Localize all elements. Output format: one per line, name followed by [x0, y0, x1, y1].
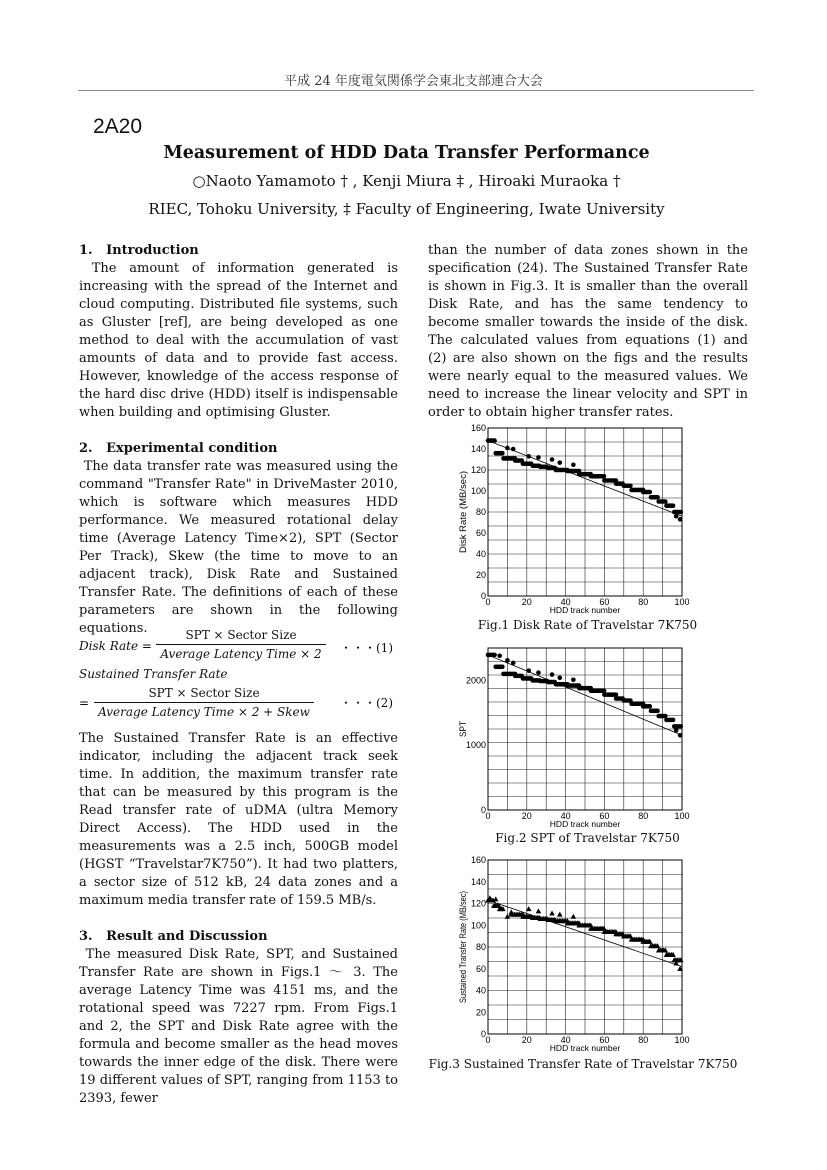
data-point — [549, 910, 555, 915]
x-tick-label: 40 — [560, 811, 571, 821]
data-point — [571, 914, 577, 919]
data-point — [655, 495, 660, 500]
data-point — [674, 728, 679, 733]
data-point — [571, 462, 576, 467]
after-eq-text: The Sustained Transfer Rate is an effective indicator, including the adjacent track seek time. In addition, the maximum transfer rate that can be measured by this program is the Read transfer rate of uDMA (ultra Memory Direct Access). The HDD used in the measurements was a 2.5 inch, 500GB model (HGST “Travelstar7K750”). It had two platters, a sector size of 512 kB, 24 data zones and a maximum media transfer rate of 159.5 MB/s. — [79, 731, 398, 908]
data-point — [602, 474, 607, 479]
x-tick-label: 100 — [674, 597, 690, 607]
x-tick-label: 60 — [599, 1035, 610, 1045]
y-tick-label: 0 — [480, 805, 486, 815]
y-tick-label: 0 — [480, 1029, 486, 1039]
eq2-denominator: Average Latency Time × 2 + Skew — [98, 705, 310, 719]
x-axis-label: HDD track number — [549, 819, 621, 829]
y-tick-label: 140 — [470, 444, 486, 454]
data-point — [500, 664, 505, 669]
x-tick-label: 40 — [560, 1035, 571, 1045]
data-point — [505, 446, 510, 451]
data-point — [497, 653, 502, 658]
data-point — [492, 653, 497, 658]
y-tick-label: 160 — [470, 855, 486, 865]
eq1-denominator: Average Latency Time × 2 — [160, 647, 322, 661]
data-point — [536, 908, 542, 913]
y-tick-label: 140 — [470, 876, 486, 887]
result-text: The measured Disk Rate, SPT, and Sustained Transfer Rate are shown in Figs.1 ～ 3. The average Latency Time was 4151 ms, and the rotational speed was 7227 rpm. From Figs.1 and 2, the SPT and Disk Rate agree with the formula and become smaller as the head moves towards the inner edge of the disk. There were 19 different values of SPT, ranging from 1153 to 2393, fewer — [79, 947, 398, 1106]
x-axis-label: HDD track number — [549, 605, 621, 615]
y-tick-label: 60 — [475, 528, 486, 538]
eq2-equals: = — [79, 696, 90, 710]
x-tick-label: 20 — [521, 811, 532, 821]
data-point — [511, 661, 516, 666]
x-tick-label: 60 — [599, 811, 610, 821]
data-point — [557, 676, 562, 681]
exp-text: The data transfer rate was measured using the command "Transfer Rate" in DriveMaster 2010, which is software which measures HDD performance. We measured rotational delay time (Average Latency Time×2), SPT (Sector Per Track), Skew (the time to move to an adjacent track), Disk Rate and Sustained Transfer Rate. The definitions of each of these parameters are shown in the following equations. — [79, 459, 398, 636]
data-point — [602, 688, 607, 693]
x-tick-label: 80 — [638, 597, 649, 607]
data-point — [678, 517, 683, 522]
result-heading: 3. Result and Discussion — [79, 929, 268, 944]
header-rule — [78, 90, 754, 91]
data-point — [505, 658, 510, 663]
x-tick-label: 0 — [485, 1035, 491, 1045]
data-point — [526, 454, 531, 459]
x-tick-label: 0 — [485, 597, 491, 607]
eq1-numerator: SPT × Sector Size — [156, 628, 326, 645]
x-axis-label: HDD track number — [549, 1043, 621, 1053]
intro-heading: 1. Introduction — [79, 243, 199, 258]
fig3-caption: Fig.3 Sustained Transfer Rate of Travelstar 7K750 — [428, 1057, 738, 1071]
affiliation: RIEC, Tohoku University, ‡ Faculty of Engineering, Iwate University — [148, 200, 665, 218]
data-point — [647, 490, 652, 495]
data-point — [492, 438, 497, 443]
y-tick-label: 160 — [470, 423, 486, 433]
x-tick-label: 60 — [599, 597, 610, 607]
data-point — [647, 704, 652, 709]
data-point — [663, 714, 668, 719]
fig2-caption: Fig.2 SPT of Travelstar 7K750 — [495, 831, 680, 845]
eq1-fraction — [156, 628, 326, 661]
data-point — [536, 455, 541, 460]
data-point — [571, 677, 576, 682]
intro-text: The amount of information generated is increasing with the spread of the Internet and cloud computing. Distributed file systems, such as Gluster [ref], are being developed as one method to deal with the accumulation of vast amounts of data and to provide fast access. However, knowledge of the access response of the hard disc drive (HDD) itself is indispensable when building and optimising Gluster. — [79, 261, 398, 420]
data-point — [526, 668, 531, 673]
data-point — [663, 499, 668, 504]
data-point — [550, 457, 555, 462]
y-tick-label: 80 — [475, 942, 486, 952]
eq1-tag: ・・・(1) — [340, 641, 393, 655]
y-tick-label: 20 — [475, 570, 486, 580]
y-axis-label: Disk Rate (MB/sec) — [458, 475, 468, 553]
eq2-lhs: Sustained Transfer Rate — [79, 667, 228, 681]
y-tick-label: 20 — [475, 1007, 486, 1018]
data-point — [557, 912, 563, 917]
y-tick-label: 0 — [480, 591, 486, 601]
y-axis-label: SPT — [458, 719, 468, 737]
y-axis-label: Sustained Transfer Rate (MB/sec) — [458, 867, 468, 1003]
data-point — [679, 724, 684, 729]
paper-code: 2A20 — [93, 115, 143, 138]
fig2-chart — [440, 640, 700, 832]
x-tick-label: 80 — [638, 1035, 649, 1045]
exp-heading: 2. Experimental condition — [79, 441, 278, 456]
data-point — [550, 672, 555, 677]
y-tick-label: 1000 — [465, 740, 486, 751]
fig1-caption: Fig.1 Disk Rate of Travelstar 7K750 — [477, 618, 698, 632]
data-point — [628, 483, 633, 488]
y-tick-label: 120 — [470, 465, 486, 475]
eq2-numerator: SPT × Sector Size — [94, 686, 314, 703]
data-point — [671, 503, 676, 508]
x-tick-label: 0 — [485, 811, 491, 821]
y-tick-label: 120 — [470, 898, 486, 909]
x-tick-label: 100 — [674, 811, 690, 821]
x-tick-label: 80 — [638, 811, 649, 821]
data-point — [557, 460, 562, 465]
data-point — [679, 510, 684, 515]
data-point — [500, 451, 505, 456]
data-point — [536, 670, 541, 675]
right-text: than the number of data zones shown in the specification (24). The Sustained Transfer Rate is shown in Fig.3. It is smaller than the overall Disk Rate, and has the same tendency to become smaller towards the inside of the disk. The calculated values from equations (1) and (2) are also shown on the figs and the results were nearly equal to the measured values. We need to increase the linear velocity and SPT in order to obtain higher transfer rates. — [428, 243, 748, 420]
eq2-tag: ・・・(2) — [340, 696, 393, 710]
x-tick-label: 100 — [674, 1035, 690, 1045]
authors: ○Naoto Yamamoto † , Kenji Miura ‡ , Hiroaki Muraoka † — [192, 172, 621, 190]
x-tick-label: 40 — [560, 597, 571, 607]
y-tick-label: 100 — [470, 486, 486, 496]
data-point — [508, 909, 514, 914]
x-tick-label: 20 — [521, 597, 532, 607]
data-point — [671, 718, 676, 723]
y-tick-label: 40 — [475, 549, 486, 559]
y-tick-label: 60 — [475, 963, 486, 974]
y-tick-label: 40 — [475, 985, 486, 996]
data-point — [511, 447, 516, 452]
data-point — [493, 896, 499, 901]
eq2-fraction — [94, 686, 314, 719]
paper-title: Measurement of HDD Data Transfer Performance — [163, 143, 650, 163]
eq1-lhs: Disk Rate = — [79, 639, 152, 653]
fig1-chart — [440, 420, 700, 620]
y-tick-label: 100 — [470, 920, 486, 931]
y-tick-label: 80 — [475, 507, 486, 517]
y-tick-label: 2000 — [465, 675, 486, 686]
x-tick-label: 20 — [521, 1035, 532, 1045]
data-point — [674, 514, 679, 519]
data-point — [655, 709, 660, 714]
data-point — [678, 733, 683, 738]
fig3-chart — [440, 852, 700, 1056]
conference-header: 平成 24 年度電気関係学会東北支部連合大会 — [284, 74, 543, 89]
